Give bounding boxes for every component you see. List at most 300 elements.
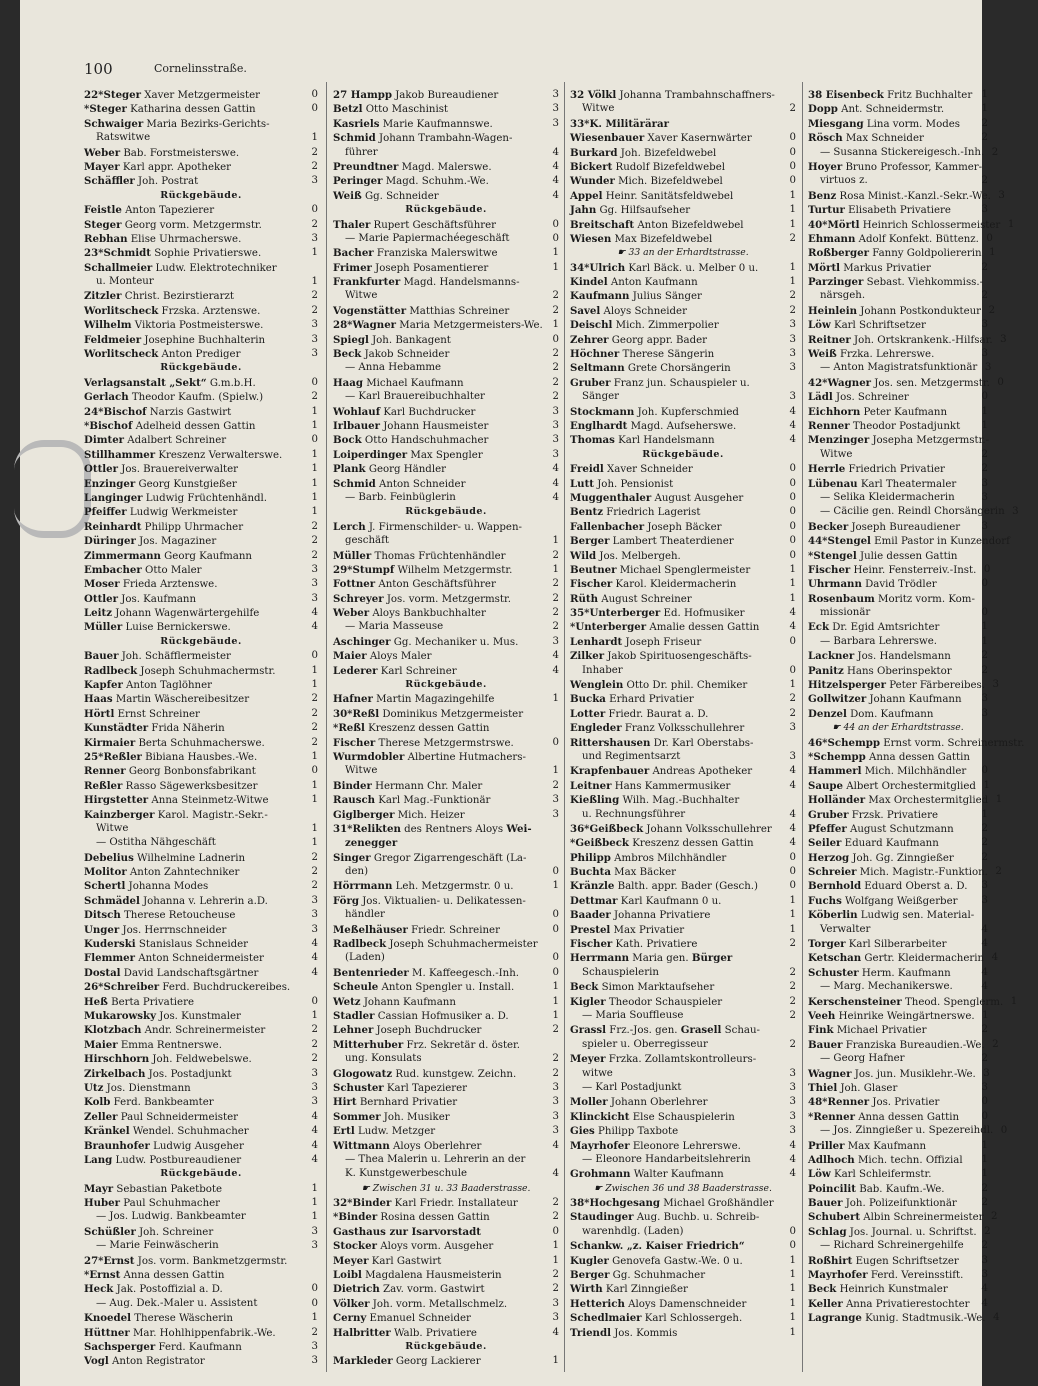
floor-number: 0 xyxy=(789,664,796,676)
directory-entry xyxy=(333,1038,559,1052)
entry-text: spieler u. Oberregisseur xyxy=(582,1038,708,1050)
entry-text: Löw Karl Schriftsetzer xyxy=(808,319,926,332)
entry-text: Reinhardt Philipp Uhrmacher xyxy=(84,520,244,533)
entry-continuation xyxy=(333,390,559,404)
binder-ring xyxy=(14,440,91,538)
directory-entry xyxy=(333,563,559,577)
floor-number: 1 xyxy=(981,635,988,647)
floor-number xyxy=(545,836,559,850)
entry-text: Vogl Anton Registrator xyxy=(84,1355,205,1368)
entry-continuation xyxy=(333,491,559,505)
floor-number: 4 xyxy=(552,664,559,676)
directory-entry xyxy=(808,160,988,174)
entry-text: Ottler Jos. Brauereiverwalter xyxy=(84,463,239,476)
entry-text: — Georg Hafner xyxy=(820,1053,905,1065)
entry-text: Hüttner Mar. Hohlhippenfabrik.-We. xyxy=(84,1326,276,1339)
directory-entry xyxy=(808,563,991,577)
entry-text: Aschinger Gg. Mechaniker u. Mus. xyxy=(333,635,519,648)
directory-entry xyxy=(570,606,796,620)
entry-text: Schwaiger Maria Bezirks-Gerichts- xyxy=(84,117,270,130)
floor-number: 1 xyxy=(989,247,996,259)
floor-number: 2 xyxy=(311,866,318,878)
floor-number: 1 xyxy=(981,1168,988,1180)
directory-entry xyxy=(808,592,988,606)
floor-number: 2 xyxy=(311,1053,318,1065)
floor-number: 3 xyxy=(981,880,988,892)
floor-number: 3 xyxy=(789,362,796,374)
floor-number: 2 xyxy=(981,261,988,273)
floor-number: 3 xyxy=(789,391,796,403)
directory-entry xyxy=(570,822,796,836)
entry-text: Lübenau Karl Theatermaler xyxy=(808,477,957,490)
entry-text: Schuster Karl Tapezierer xyxy=(333,1081,468,1094)
floor-number: 0 xyxy=(789,635,796,647)
directory-entry xyxy=(570,131,796,145)
entry-text: Fischer Kath. Privatiere xyxy=(570,938,698,951)
floor-number: 2 xyxy=(311,707,318,719)
floor-number: 0 xyxy=(311,89,318,100)
floor-number: 4 xyxy=(552,477,559,489)
entry-text: Burkard Joh. Bizefeldwebel xyxy=(570,146,717,159)
directory-entry xyxy=(333,1326,559,1340)
entry-text: Worlitscheck Frzska. Arztenswe. xyxy=(84,304,261,317)
directory-entry xyxy=(333,592,559,606)
floor-number: 4 xyxy=(552,463,559,475)
entry-text: *Schempp Anna dessen Gattin xyxy=(808,750,970,763)
directory-entry xyxy=(84,649,318,663)
directory-entry xyxy=(333,376,559,390)
floor-number: 4 xyxy=(552,1168,559,1180)
floor-number: 4 xyxy=(789,419,796,431)
directory-entry xyxy=(333,1268,559,1282)
floor-number: 0 xyxy=(986,232,993,244)
directory-entry xyxy=(333,808,559,822)
directory-entry xyxy=(84,347,318,361)
directory-entry xyxy=(84,376,318,390)
entry-text: Düringer Jos. Magaziner xyxy=(84,535,217,548)
entry-text: — Susanna Stickereigesch.-Inh. xyxy=(820,146,985,158)
entry-text: Hitzelsperger Peter Färbereibes. xyxy=(808,679,985,692)
entry-text: Müller Thomas Früchtenhändler xyxy=(333,549,506,562)
directory-entry xyxy=(333,923,559,937)
floor-number: 1 xyxy=(311,750,318,762)
directory-entry xyxy=(333,189,559,203)
directory-entry xyxy=(84,505,318,519)
directory-entry xyxy=(333,462,559,476)
entry-text: Worlitscheck Anton Prediger xyxy=(84,348,241,361)
floor-number: 0 xyxy=(981,391,988,403)
entry-text: Schubert Albin Schreinermeister xyxy=(808,1211,984,1224)
entry-text: — Anton Magistratsfunktionär xyxy=(820,362,978,374)
directory-entry xyxy=(84,1182,318,1196)
page-header xyxy=(84,60,964,82)
directory-entry xyxy=(333,246,559,260)
floor-number: 1 xyxy=(789,189,796,201)
directory-entry xyxy=(808,664,988,678)
floor-number: 1 xyxy=(311,132,318,144)
entry-text: Stockmann Joh. Kupferschmied xyxy=(570,405,739,418)
floor-number: 2 xyxy=(789,707,796,719)
floor-number xyxy=(304,261,318,275)
directory-entry xyxy=(333,477,559,491)
entry-text: Ottler Jos. Kaufmann xyxy=(84,592,197,605)
directory-entry xyxy=(570,261,796,275)
directory-entry xyxy=(808,462,988,476)
entry-text: Witwe xyxy=(345,290,378,302)
floor-number: 3 xyxy=(552,89,559,100)
floor-number: 2 xyxy=(981,664,988,676)
entry-text: Grohmann Walter Kaufmann xyxy=(570,1168,724,1181)
floor-number xyxy=(782,736,796,750)
entry-text: Roßhirt Eugen Schriftsetzer xyxy=(808,1254,959,1267)
entry-text: Gerlach Theodor Kaufm. (Spielw.) xyxy=(84,391,264,404)
directory-entry xyxy=(84,117,318,131)
entry-text: Fottner Anton Geschäftsführer xyxy=(333,578,496,591)
entry-text: 44*Stengel Emil Pastor in Kunzendorf xyxy=(808,535,1010,548)
entry-text: Dopp Ant. Schneidermstr. xyxy=(808,103,945,116)
directory-entry xyxy=(570,88,796,102)
entry-text: Heck Jak. Postoffizial a. D. xyxy=(84,1283,223,1296)
floor-number: 0 xyxy=(552,909,559,921)
floor-number: 2 xyxy=(552,607,559,619)
directory-entry xyxy=(570,1210,796,1224)
entry-text: 27 Hampp Jakob Bureaudiener xyxy=(333,89,499,101)
entry-text: Debelius Wilhelmine Ladnerin xyxy=(84,851,246,864)
floor-number: 1 xyxy=(311,463,318,475)
entry-text: Fischer Heinr. Fensterreiv.-Inst. xyxy=(808,563,977,576)
directory-entry xyxy=(808,764,988,778)
floor-number: 4 xyxy=(552,491,559,503)
floor-number: 1 xyxy=(789,204,796,216)
floor-number: 1 xyxy=(311,794,318,806)
entry-text: — Thea Malerin u. Lehrerin an der xyxy=(345,1153,526,1165)
entry-continuation xyxy=(84,822,318,836)
floor-number xyxy=(782,793,796,807)
entry-text: 34*Ulrich Karl Bäck. u. Melber 0 u. xyxy=(570,261,759,274)
entry-text: Roßberger Fanny Goldpoliererin xyxy=(808,247,982,260)
entry-text: Bauer Franziska Bureaudien.-We. xyxy=(808,1038,985,1051)
directory-entry xyxy=(570,592,796,606)
floor-number: 3 xyxy=(552,405,559,417)
floor-number: 3 xyxy=(789,1096,796,1108)
street-note: ☛ Zwischen 36 und 38 Baaderstrasse. xyxy=(594,1182,772,1194)
entry-text: Philipp Ambros Milchhändler xyxy=(570,851,727,864)
directory-entry xyxy=(570,174,796,188)
directory-entry xyxy=(808,1139,988,1153)
entry-text: Fink Michael Privatier xyxy=(808,1024,927,1037)
entry-text: Wurmdobler Albertine Hutmachers- xyxy=(333,750,526,763)
directory-entry xyxy=(570,635,796,649)
directory-entry xyxy=(808,419,988,433)
directory-entry xyxy=(570,462,796,476)
entry-continuation xyxy=(808,289,988,303)
directory-entry xyxy=(808,750,988,764)
floor-number xyxy=(545,937,559,951)
floor-number: 1 xyxy=(552,981,559,993)
entry-text: Wenglein Otto Dr. phil. Chemiker xyxy=(570,679,748,692)
directory-entry xyxy=(333,1297,559,1311)
directory-entry xyxy=(333,721,559,735)
directory-entry xyxy=(808,865,1002,879)
floor-number: 4 xyxy=(789,779,796,791)
floor-number: 4 xyxy=(981,1283,988,1295)
entry-text: Zilker Jakob Spirituosengeschäfts- xyxy=(570,650,752,663)
directory-entry xyxy=(808,736,1025,750)
directory-entry xyxy=(570,218,796,232)
directory-entry xyxy=(84,1038,318,1052)
entry-text: Schüßler Joh. Schreiner xyxy=(84,1225,214,1238)
entry-text: Enzinger Georg Kunstgießer xyxy=(84,477,237,490)
entry-continuation xyxy=(570,1225,796,1239)
entry-text: Lagrange Kunig. Stadtmusik.-We. xyxy=(808,1312,986,1325)
floor-number: 4 xyxy=(552,650,559,662)
floor-number: 2 xyxy=(789,995,796,1007)
entry-text: Zitzler Christ. Bezirstierarzt xyxy=(84,290,234,303)
floor-number: 4 xyxy=(311,966,318,978)
entry-text: Irlbauer Johann Hausmeister xyxy=(333,419,489,432)
floor-number: 2 xyxy=(311,1024,318,1036)
entry-continuation xyxy=(333,836,559,850)
floor-number: 4 xyxy=(993,1312,1000,1324)
entry-text: Weber Aloys Bankbuchhalter xyxy=(333,607,486,620)
directory-entry xyxy=(84,304,318,318)
floor-number: 1 xyxy=(552,693,559,705)
floor-number: 4 xyxy=(552,189,559,201)
entry-text: Grassl Frz.-Jos. gen. Grasell Schau- xyxy=(570,1024,760,1037)
directory-entry xyxy=(570,923,796,937)
entry-text: Inhaber xyxy=(582,664,623,676)
entry-text: Steger Georg vorm. Metzgermstr. xyxy=(84,218,262,231)
floor-number: 3 xyxy=(311,1355,318,1367)
directory-entry xyxy=(84,433,318,447)
entry-text: Schlag Jos. Journal. u. Schriftst. xyxy=(808,1225,977,1238)
entry-text: Priller Max Kaufmann xyxy=(808,1139,927,1152)
floor-number: 2 xyxy=(988,304,996,316)
directory-entry xyxy=(84,333,318,347)
floor-number: 3 xyxy=(552,808,559,820)
floor-number: 3 xyxy=(981,319,988,331)
floor-number: 2 xyxy=(981,175,988,187)
floor-number: 1 xyxy=(311,837,318,849)
directory-entry xyxy=(333,779,559,793)
floor-number: 2 xyxy=(981,1053,988,1065)
directory-entry xyxy=(808,937,988,951)
floor-number: 4 xyxy=(789,1139,796,1151)
entry-text: — Marie Feinwäscherin xyxy=(96,1240,219,1252)
entry-continuation xyxy=(808,361,992,375)
floor-number: 0 xyxy=(789,491,796,503)
entry-text: Hetterich Aloys Damenschneider xyxy=(570,1297,747,1310)
floor-number: 1 xyxy=(552,247,559,259)
entry-text: Eck Dr. Egid Amtsrichter xyxy=(808,621,940,634)
entry-text: Baader Johanna Privatiere xyxy=(570,909,711,922)
directory-entry xyxy=(84,1268,318,1282)
entry-text: Witwe xyxy=(820,448,853,460)
entry-text: Mörtl Markus Privatier xyxy=(808,261,931,274)
entry-text: *Bischof Adelheid dessen Gattin xyxy=(84,419,256,432)
directory-entry xyxy=(333,822,559,836)
floor-number: 4 xyxy=(311,1110,318,1122)
floor-number xyxy=(782,649,796,663)
floor-number xyxy=(304,117,318,131)
directory-entry xyxy=(84,1081,318,1095)
floor-number: 2 xyxy=(789,304,796,316)
floor-number xyxy=(304,808,318,822)
floor-number: 0 xyxy=(552,736,559,748)
entry-text: warenhdlg. (Laden) xyxy=(582,1225,684,1237)
entry-continuation xyxy=(570,1038,796,1052)
directory-entry xyxy=(808,692,988,706)
floor-number: 3 xyxy=(552,1110,559,1122)
entry-text: Buchta Max Bäcker xyxy=(570,866,677,879)
directory-entry xyxy=(333,261,559,275)
entry-continuation xyxy=(333,620,559,634)
directory-entry xyxy=(570,1052,796,1066)
floor-number: 4 xyxy=(981,1297,988,1309)
floor-number xyxy=(545,1153,559,1167)
directory-entry xyxy=(333,1311,559,1325)
entry-text: *Ernst Anna dessen Gattin xyxy=(84,1269,225,1282)
floor-number: 2 xyxy=(789,693,796,705)
entry-text: Zirkelbach Jos. Postadjunkt xyxy=(84,1067,232,1080)
directory-entry xyxy=(808,376,1004,390)
entry-text: Schäffler Joh. Postrat xyxy=(84,175,199,188)
entry-text: Meyer Frzka. Zollamtskontrolleurs- xyxy=(570,1053,757,1066)
floor-number: 4 xyxy=(789,405,796,417)
entry-text: Schankw. „z. Kaiser Friedrich“ xyxy=(570,1240,745,1253)
entry-text: Klotzbach Andr. Schreinermeister xyxy=(84,1024,266,1037)
floor-number: 1 xyxy=(789,276,796,288)
entry-text: Fallenbacher Joseph Bäcker xyxy=(570,520,722,533)
entry-continuation xyxy=(570,750,796,764)
entry-text: (Laden) xyxy=(345,952,385,964)
directory-entry xyxy=(570,146,796,160)
entry-text: Rausch Karl Mag.-Funktionär xyxy=(333,794,491,807)
directory-entry xyxy=(570,318,796,332)
entry-text: Dietrich Zav. vorm. Gastwirt xyxy=(333,1283,485,1296)
floor-number: 1 xyxy=(1010,995,1018,1007)
directory-entry xyxy=(84,1067,318,1081)
floor-number: 1 xyxy=(789,1312,796,1324)
directory-entry xyxy=(808,995,1018,1009)
directory-entry xyxy=(808,1009,988,1023)
directory-entry xyxy=(570,894,796,908)
floor-number: 2 xyxy=(552,1024,559,1036)
floor-number: 2 xyxy=(311,736,318,748)
entry-continuation xyxy=(84,836,318,850)
floor-number: 3 xyxy=(311,348,318,360)
entry-text: K. Kunstgewerbeschule xyxy=(345,1168,467,1180)
floor-number: 3 xyxy=(311,232,318,244)
directory-entry xyxy=(84,793,318,807)
directory-entry xyxy=(333,433,559,447)
floor-number: 2 xyxy=(552,621,559,633)
directory-entry xyxy=(570,1268,796,1282)
entry-text: Bentz Friedrich Lagerist xyxy=(570,506,701,519)
directory-entry xyxy=(808,549,988,563)
entry-text: Wunder Mich. Bizefeldwebel xyxy=(570,175,723,188)
floor-number: 2 xyxy=(552,391,559,403)
directory-entry xyxy=(808,203,988,217)
entry-text: Hirschhorn Joh. Feldwebelswe. xyxy=(84,1053,252,1066)
entry-continuation xyxy=(808,505,1019,519)
directory-entry xyxy=(808,1023,988,1037)
directory-entry xyxy=(84,1139,318,1153)
floor-number: 2 xyxy=(981,117,988,129)
entry-continuation xyxy=(333,534,559,548)
floor-number: 3 xyxy=(789,722,796,734)
floor-number: 1 xyxy=(789,563,796,575)
floor-number: 1 xyxy=(552,1010,559,1021)
entry-text: Prestel Max Privatier xyxy=(570,923,685,936)
entry-continuation xyxy=(570,390,796,404)
floor-number: 1 xyxy=(981,405,988,417)
directory-entry xyxy=(570,505,796,519)
entry-continuation xyxy=(333,232,559,246)
entry-text: Wirth Karl Zinngießer xyxy=(570,1283,688,1296)
directory-entry xyxy=(84,318,318,332)
entry-text: Seltmann Grete Chorsängerin xyxy=(570,362,731,375)
entry-continuation xyxy=(84,275,318,289)
entry-text: 31*Relikten des Rentners Aloys Wei- xyxy=(333,822,532,835)
entry-text: Weiß Gg. Schneider xyxy=(333,189,439,202)
entry-text: Loibl Magdalena Hausmeisterin xyxy=(333,1269,502,1282)
directory-entry xyxy=(84,491,318,505)
floor-number xyxy=(782,1210,796,1224)
floor-number: 0 xyxy=(789,160,796,172)
entry-continuation xyxy=(808,1052,988,1066)
entry-text: Menzinger Josepha Metzgermstr.- xyxy=(808,434,990,447)
directory-entry xyxy=(84,678,318,692)
entry-text: Radlbeck Joseph Schuhmachermstr. xyxy=(84,664,276,677)
entry-text: Dettmar Karl Kaufmann 0 u. xyxy=(570,894,722,907)
directory-entry xyxy=(84,606,318,620)
entry-text: Lang Ludw. Postbureaudiener xyxy=(84,1153,242,1166)
entry-text: Zehrer Georg appr. Bader xyxy=(570,333,708,346)
entry-text: Betzl Otto Maschinist xyxy=(333,103,449,116)
floor-number: 3 xyxy=(789,1067,796,1079)
directory-entry xyxy=(84,218,318,232)
floor-number: 2 xyxy=(311,851,318,863)
entry-text: Renner Theodor Postadjunkt xyxy=(808,419,961,432)
directory-entry xyxy=(808,808,988,822)
directory-entry xyxy=(333,117,559,131)
directory-entry xyxy=(570,1254,796,1268)
floor-number: 4 xyxy=(311,938,318,950)
entry-text: den) xyxy=(345,866,369,878)
floor-number: 3 xyxy=(311,1096,318,1108)
directory-entry xyxy=(808,577,988,591)
directory-entry xyxy=(570,851,796,865)
entry-text: Stocker Aloys vorm. Ausgeher xyxy=(333,1240,494,1253)
floor-number: 3 xyxy=(552,794,559,806)
entry-text: Hoyer Bruno Professor, Kammer- xyxy=(808,160,983,173)
entry-text: Hörrmann Leh. Metzgermstr. 0 u. xyxy=(333,880,514,893)
directory-entry xyxy=(808,1297,988,1311)
entry-text: Torger Karl Silberarbeiter xyxy=(808,938,947,951)
entry-continuation xyxy=(808,635,988,649)
directory-entry xyxy=(570,275,796,289)
floor-number: 2 xyxy=(981,1182,988,1194)
entry-text: Gollwitzer Johann Kaufmann xyxy=(808,693,962,706)
entry-text: 32*Binder Karl Friedr. Installateur xyxy=(333,1197,518,1210)
floor-number: 1 xyxy=(311,822,318,834)
floor-number: 0 xyxy=(311,1297,318,1309)
entry-text: Rosenbaum Moritz vorm. Kom- xyxy=(808,592,975,605)
entry-text: Preundtner Magd. Malerswe. xyxy=(333,160,492,173)
floor-number: 0 xyxy=(789,520,796,532)
floor-number: 2 xyxy=(981,1024,988,1036)
